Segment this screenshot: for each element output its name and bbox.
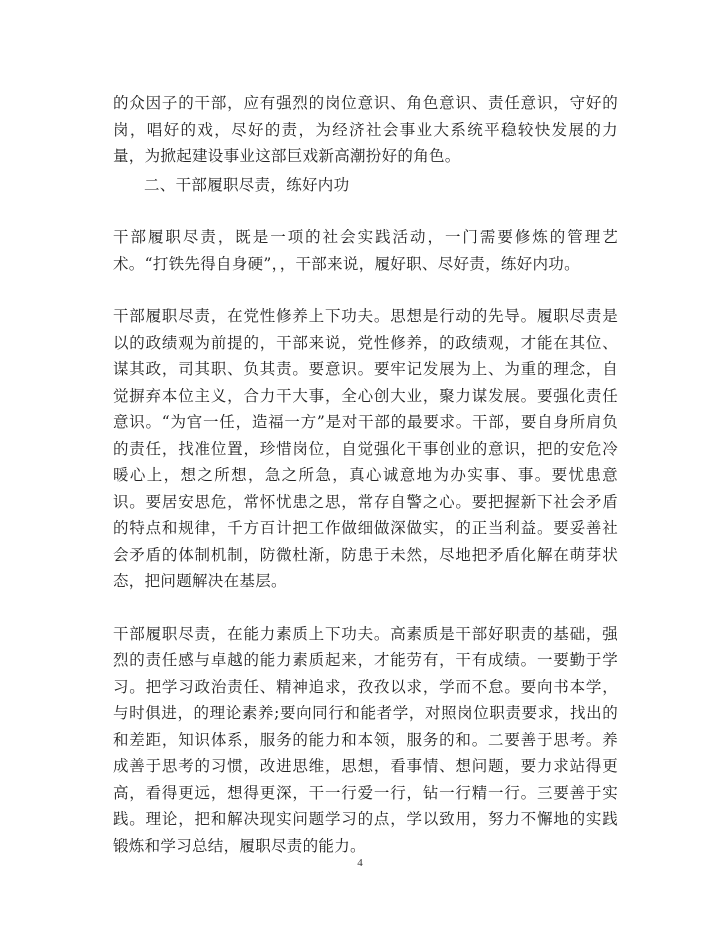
paragraph-overview: 干部履职尽责，既是一项的社会实践活动，一门需要修炼的管理艺术。“打铁先得自身硬”，，干部来说，履好职、尽好责，练好内功。 <box>113 228 618 273</box>
page-number: 4 <box>357 857 363 869</box>
section-heading: 二、干部履职尽责，练好内功 <box>144 175 350 194</box>
document-body <box>113 90 618 859</box>
paragraph-ability-quality: 干部履职尽责，在能力素质上下功夫。高素质是干部好职责的基础，强烈的责任感与卓越的能力素质起来，才能劳有，干有成绩。一要勤于学习。把学习政治责任、精神追求，孜孜以求，学而不怠。要向书本学，与时俱进，的理论素养;要向同行和能者学，对照岗位职责要求，找出的和差距，知识体系，服务的能力和本领，服务的和。二要善于思考。养成善于思考的习惯，改进思维，思想，看事情、想问题，要力求站得更高，看得更远，想得更深，干一行爱一行，钻一行精一行。三要善于实践。理论，把和解决现实问题学习的点，学以致用，努力不懈地的实践锻炼和学习总结，履职尽责的能力。 <box>113 624 618 855</box>
paragraph-intro: 的众因子的干部，应有强烈的岗位意识、角色意识、责任意识，守好的岗，唱好的戏，尽好的责，为经济社会事业大系统平稳较快发展的力量，为掀起建设事业这部巨戏新高潮扮好的角色。 <box>113 94 618 165</box>
paragraph-party-cultivation: 干部履职尽责，在党性修养上下功夫。思想是行动的先导。履职尽责是以的政绩观为前提的，干部来说，党性修养，的政绩观，才能在其位、谋其政，司其职、负其责。要意识。要牢记发展为上、为重的理念，自觉摒弃本位主义，合力干大事，全心创大业，聚力谋发展。要强化责任意识。“为官一任，造福一方”是对干部的最要求。干部，要自身所肩负的责任，找准位置，珍惜岗位，自觉强化干事创业的意识，把的安危冷暖心上，想之所想，急之所急，真心诚意地为办实事、事。要忧患意识。要居安思危，常怀忧患之思，常存自警之心。要把握新下社会矛盾的特点和规律，千方百计把工作做细做深做实，的正当利益。要妥善社会矛盾的体制机制，防微杜渐，防患于未然，尽地把矛盾化解在萌芽状态，把问题解决在基层。 <box>113 307 618 590</box>
